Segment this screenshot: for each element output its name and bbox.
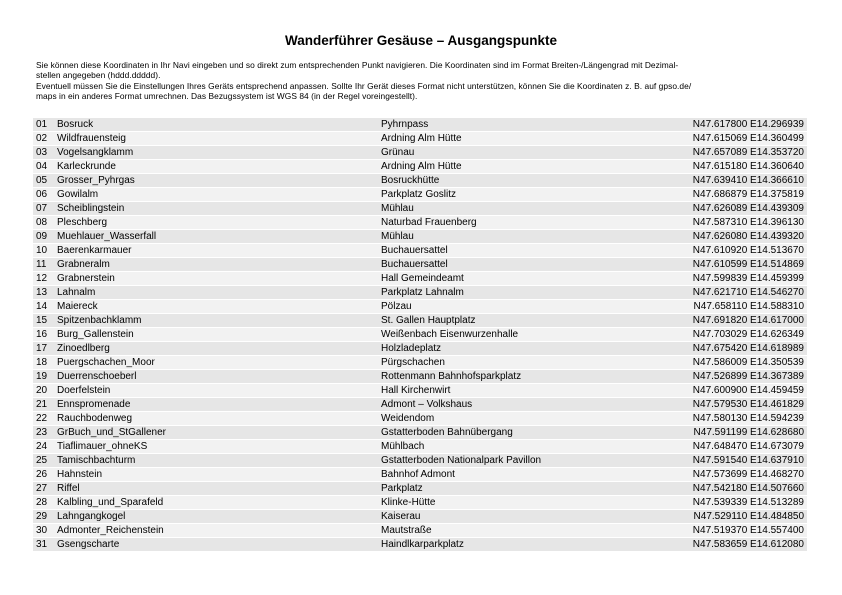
point-coordinates: N47.658110 E14.588310 bbox=[693, 301, 804, 312]
point-name: Burg_Gallenstein bbox=[57, 329, 134, 340]
point-coordinates: N47.610920 E14.513670 bbox=[692, 245, 804, 256]
point-coordinates: N47.591199 E14.628680 bbox=[693, 427, 804, 438]
point-name: Grabnerstein bbox=[57, 273, 115, 284]
point-number: 12 bbox=[36, 273, 48, 284]
point-location: Klinke-Hütte bbox=[381, 497, 436, 508]
point-number: 25 bbox=[36, 455, 48, 466]
table-row bbox=[33, 272, 807, 286]
point-name: Lahnalm bbox=[57, 287, 96, 298]
intro-line: Eventuell müssen Sie die Einstellungen Ihres Geräts entsprechend anpassen. Sollte Ihr Gerät dieses Format nicht unterstützen, können Sie die Koordinaten z. B. auf gpso.de/ bbox=[36, 80, 692, 91]
point-number: 23 bbox=[36, 427, 48, 438]
page-title: Wanderführer Gesäuse – Ausgangspunkte bbox=[284, 33, 558, 48]
point-name: Scheiblingstein bbox=[57, 203, 125, 214]
point-location: Pyhrnpass bbox=[381, 119, 429, 130]
table-row bbox=[33, 314, 807, 328]
point-location: Rottenmann Bahnhofsparkplatz bbox=[381, 371, 522, 382]
point-name: Duerrenschoeberl bbox=[57, 371, 137, 382]
table-row bbox=[33, 482, 807, 496]
point-location: Pölzau bbox=[381, 301, 412, 312]
point-location: Parkplatz bbox=[381, 483, 423, 494]
point-location: Bahnhof Admont bbox=[381, 469, 455, 480]
point-coordinates: N47.580130 E14.594239 bbox=[692, 413, 804, 424]
point-location: Hall Gemeindeamt bbox=[381, 273, 464, 284]
table-row bbox=[33, 440, 807, 454]
table-row bbox=[33, 146, 807, 160]
point-number: 24 bbox=[36, 441, 48, 452]
starting-points-table bbox=[33, 118, 807, 552]
point-name: Pleschberg bbox=[57, 217, 108, 228]
point-location: Bosruckhütte bbox=[381, 175, 440, 186]
point-location: Holzladeplatz bbox=[381, 343, 442, 354]
point-location: Mühlbach bbox=[381, 441, 425, 452]
point-number: 20 bbox=[36, 385, 48, 396]
point-location: Mühlau bbox=[381, 203, 414, 214]
point-coordinates: N47.587310 E14.396130 bbox=[692, 217, 804, 228]
point-coordinates: N47.675420 E14.618989 bbox=[692, 343, 804, 354]
table-row bbox=[33, 342, 807, 356]
point-name: Grabneralm bbox=[57, 259, 110, 270]
point-number: 11 bbox=[36, 259, 47, 270]
point-name: Doerfelstein bbox=[57, 385, 111, 396]
point-location: Mautstraße bbox=[381, 525, 432, 536]
point-number: 19 bbox=[36, 371, 48, 382]
point-coordinates: N47.615069 E14.360499 bbox=[692, 133, 804, 144]
point-name: Bosruck bbox=[57, 119, 94, 130]
table-row bbox=[33, 286, 807, 300]
point-location: Ardning Alm Hütte bbox=[381, 161, 462, 172]
point-number: 09 bbox=[36, 231, 48, 242]
point-number: 31 bbox=[36, 539, 48, 550]
table-row bbox=[33, 118, 807, 132]
table-row bbox=[33, 496, 807, 510]
point-number: 29 bbox=[36, 511, 48, 522]
point-name: Spitzenbachklamm bbox=[57, 315, 142, 326]
point-coordinates: N47.626089 E14.439309 bbox=[692, 203, 804, 214]
point-coordinates: N47.519370 E14.557400 bbox=[692, 525, 804, 536]
point-number: 02 bbox=[36, 133, 48, 144]
point-number: 13 bbox=[36, 287, 48, 298]
point-location: Ardning Alm Hütte bbox=[381, 133, 462, 144]
table-row bbox=[33, 300, 807, 314]
point-location: Parkplatz Goslitz bbox=[381, 189, 457, 200]
point-name: Muehlauer_Wasserfall bbox=[57, 231, 157, 242]
intro-line: Sie können diese Koordinaten in Ihr Navi eingeben und so direkt zum entsprechenden Punkt navigieren. Die Koordinaten sind im Format Breiten-/Längengrad mit Dezimal- bbox=[36, 60, 679, 70]
point-location: Gstatterboden Bahnübergang bbox=[381, 427, 513, 438]
point-location: Naturbad Frauenberg bbox=[381, 217, 477, 228]
point-name: Wildfrauensteig bbox=[57, 133, 126, 144]
point-name: Ennspromenade bbox=[57, 399, 131, 410]
point-coordinates: N47.610599 E14.514869 bbox=[692, 259, 804, 270]
point-coordinates: N47.591540 E14.637910 bbox=[692, 455, 804, 466]
table-row bbox=[33, 230, 807, 244]
table-row bbox=[33, 356, 807, 370]
point-name: Gowilalm bbox=[57, 189, 99, 200]
point-coordinates: N47.586009 E14.350539 bbox=[692, 357, 804, 368]
point-location: Buchauersattel bbox=[381, 259, 448, 270]
point-number: 10 bbox=[36, 245, 48, 256]
point-name: Admonter_Reichenstein bbox=[57, 525, 164, 536]
point-coordinates: N47.599839 E14.459399 bbox=[692, 273, 804, 284]
table-row bbox=[33, 538, 807, 552]
point-coordinates: N47.526899 E14.367389 bbox=[692, 371, 804, 382]
point-number: 06 bbox=[36, 189, 48, 200]
point-coordinates: N47.691820 E14.617000 bbox=[692, 315, 804, 326]
point-number: 14 bbox=[36, 301, 48, 312]
point-name: Maiereck bbox=[57, 301, 98, 312]
point-coordinates: N47.539339 E14.513289 bbox=[692, 497, 804, 508]
point-coordinates: N47.703029 E14.626349 bbox=[692, 329, 804, 340]
point-location: Hall Kirchenwirt bbox=[381, 385, 451, 396]
point-name: Grosser_Pyhrgas bbox=[57, 175, 135, 186]
point-coordinates: N47.686879 E14.375819 bbox=[692, 189, 804, 200]
point-name: Baerenkarmauer bbox=[57, 245, 132, 256]
point-name: Tiaflimauer_ohneKS bbox=[57, 441, 148, 452]
point-location: Parkplatz Lahnalm bbox=[381, 287, 464, 298]
point-number: 16 bbox=[36, 329, 48, 340]
table-row bbox=[33, 244, 807, 258]
point-name: Tamischbachturm bbox=[57, 455, 136, 466]
table-row bbox=[33, 412, 807, 426]
point-location: Weidendom bbox=[381, 413, 435, 424]
point-coordinates: N47.621710 E14.546270 bbox=[692, 287, 804, 298]
point-name: Kalbling_und_Sparafeld bbox=[57, 497, 164, 508]
point-coordinates: N47.579530 E14.461829 bbox=[692, 399, 804, 410]
point-coordinates: N47.542180 E14.507660 bbox=[692, 483, 804, 494]
table-row bbox=[33, 160, 807, 174]
point-number: 04 bbox=[36, 161, 48, 172]
point-number: 17 bbox=[36, 343, 48, 354]
point-location: Kaiserau bbox=[381, 511, 421, 522]
table-row bbox=[33, 454, 807, 468]
point-location: Mühlau bbox=[381, 231, 414, 242]
point-number: 22 bbox=[36, 413, 48, 424]
point-number: 26 bbox=[36, 469, 48, 480]
table-row bbox=[33, 258, 807, 272]
point-coordinates: N47.639410 E14.366610 bbox=[692, 175, 804, 186]
table-row bbox=[33, 132, 807, 146]
table-row bbox=[33, 216, 807, 230]
point-coordinates: N47.583659 E14.612080 bbox=[692, 539, 804, 550]
intro-line: maps in ein anderes Format umrechnen. Das Bezugssystem ist WGS 84 (in der Regel voreingestellt). bbox=[36, 91, 418, 102]
point-location: St. Gallen Hauptplatz bbox=[381, 315, 476, 326]
point-name: Rauchbodenweg bbox=[57, 413, 133, 424]
point-location: Weißenbach Eisenwurzenhalle bbox=[381, 329, 519, 340]
point-coordinates: N47.600900 E14.459459 bbox=[692, 385, 804, 396]
point-location: Haindlkarparkplatz bbox=[381, 539, 464, 550]
point-number: 28 bbox=[36, 497, 48, 508]
point-name: Lahngangkogel bbox=[57, 511, 126, 522]
table-row bbox=[33, 510, 807, 524]
point-number: 05 bbox=[36, 175, 48, 186]
table-row bbox=[33, 188, 807, 202]
point-name: Zinoedlberg bbox=[57, 343, 110, 354]
point-number: 01 bbox=[36, 119, 48, 130]
point-name: Puergschachen_Moor bbox=[57, 357, 155, 368]
point-coordinates: N47.648470 E14.673079 bbox=[692, 441, 804, 452]
table-row bbox=[33, 328, 807, 342]
point-name: Riffel bbox=[57, 483, 80, 494]
table-row bbox=[33, 384, 807, 398]
point-coordinates: N47.626080 E14.439320 bbox=[692, 231, 804, 242]
point-coordinates: N47.617800 E14.296939 bbox=[692, 119, 804, 130]
point-number: 07 bbox=[36, 203, 48, 214]
point-name: Gsengscharte bbox=[57, 539, 120, 550]
intro-line: stellen angegeben (hddd.ddddd). bbox=[36, 70, 161, 81]
point-coordinates: N47.615180 E14.360640 bbox=[692, 161, 804, 172]
table-row bbox=[33, 468, 807, 482]
point-number: 15 bbox=[36, 315, 48, 326]
point-location: Grünau bbox=[381, 147, 415, 158]
table-row bbox=[33, 174, 807, 188]
point-number: 18 bbox=[36, 357, 48, 368]
point-location: Admont – Volkshaus bbox=[381, 399, 473, 410]
table-row bbox=[33, 370, 807, 384]
point-name: Hahnstein bbox=[57, 469, 103, 480]
point-number: 03 bbox=[36, 147, 48, 158]
table-row bbox=[33, 426, 807, 440]
point-coordinates: N47.657089 E14.353720 bbox=[692, 147, 804, 158]
point-location: Pürgschachen bbox=[381, 357, 445, 368]
point-name: GrBuch_und_StGallener bbox=[57, 427, 166, 438]
point-location: Buchauersattel bbox=[381, 245, 448, 256]
point-number: 27 bbox=[36, 483, 48, 494]
point-number: 21 bbox=[36, 399, 48, 410]
point-coordinates: N47.529110 E14.484850 bbox=[693, 511, 804, 522]
table-row bbox=[33, 202, 807, 216]
point-number: 30 bbox=[36, 525, 48, 536]
point-coordinates: N47.573699 E14.468270 bbox=[692, 469, 804, 480]
intro-text bbox=[36, 60, 806, 102]
point-name: Karleckrunde bbox=[57, 161, 116, 172]
point-name: Vogelsangklamm bbox=[57, 147, 134, 158]
table-row bbox=[33, 524, 807, 538]
point-location: Gstatterboden Nationalpark Pavillon bbox=[381, 455, 542, 466]
table-row bbox=[33, 398, 807, 412]
point-number: 08 bbox=[36, 217, 48, 228]
